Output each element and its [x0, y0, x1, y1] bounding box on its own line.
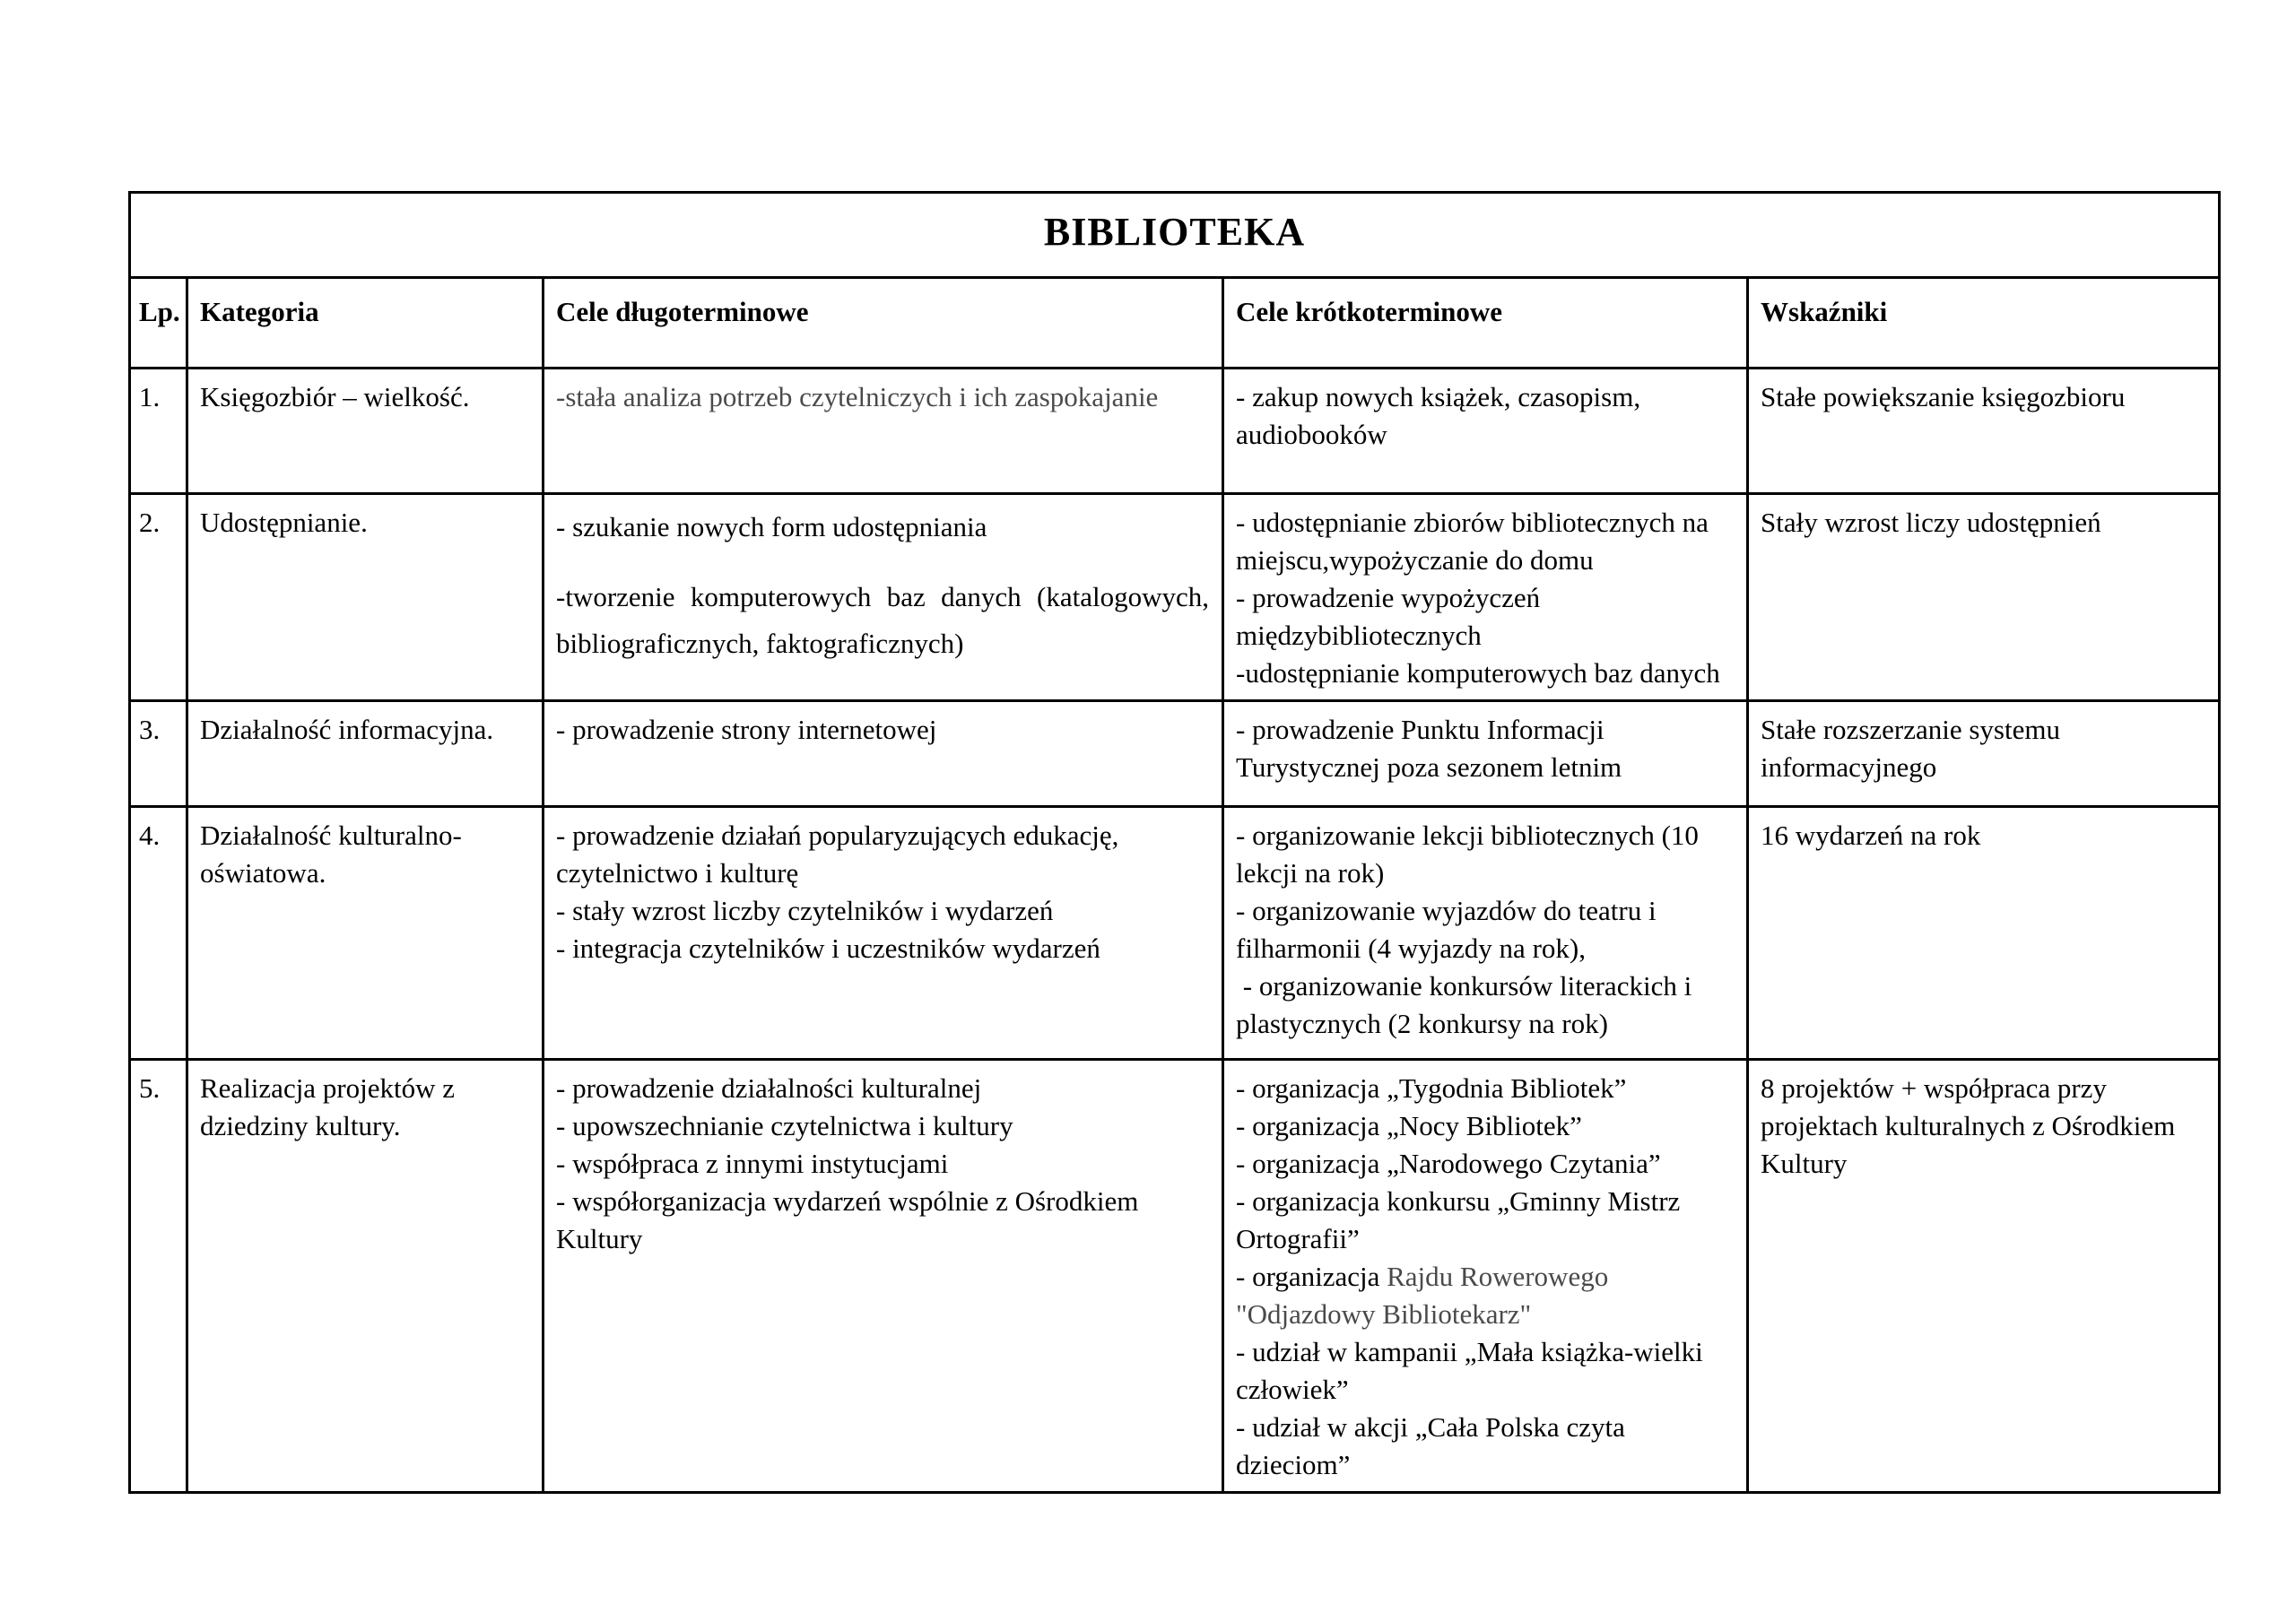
cell-paragraph — [556, 1070, 1209, 1107]
text-span: - upowszechnianie czytelnictwa i kultury — [556, 1110, 1013, 1141]
row-number-cell — [130, 701, 187, 807]
cell-paragraph — [1236, 967, 1734, 1043]
category-cell — [187, 1060, 544, 1493]
text-span: Udostępnianie. — [200, 507, 368, 538]
text-span: 2. — [139, 507, 161, 538]
indicators-cell — [1748, 369, 2220, 494]
text-span: 3. — [139, 714, 161, 745]
text-span: - organizacja — [1236, 1261, 1387, 1292]
cell-paragraph — [1236, 655, 1734, 692]
text-span: Księgozbiór – wielkość. — [200, 381, 470, 412]
cell-paragraph — [556, 574, 1216, 667]
cell-paragraph — [1236, 817, 1734, 892]
cell-paragraph — [556, 504, 1209, 551]
indicators-cell — [1748, 494, 2220, 701]
short-term-cell — [1223, 807, 1748, 1060]
short-term-cell — [1223, 701, 1748, 807]
cell-paragraph — [1236, 1183, 1734, 1258]
long-term-cell — [544, 807, 1223, 1060]
header-row — [130, 278, 2220, 369]
header-wskazniki: Wskaźniki — [1748, 278, 2220, 369]
cell-paragraph — [1761, 1070, 2205, 1183]
short-term-cell — [1223, 1060, 1748, 1493]
text-span: - zakup nowych książek, czasopism, audiobooków — [1236, 381, 1648, 450]
indicators-cell — [1748, 701, 2220, 807]
text-span: - współorganizacja wydarzeń wspólnie z Ośrodkiem Kultury — [556, 1185, 1146, 1254]
text-span: -tworzenie komputerowych baz danych (katalogowych, bibliograficznych, faktograficznych) — [556, 581, 1216, 659]
cell-paragraph — [556, 711, 1209, 749]
cell-paragraph — [200, 504, 529, 542]
cell-paragraph — [1236, 1070, 1734, 1107]
text-span: - stały wzrost liczby czytelników i wydarzeń — [556, 895, 1054, 926]
header-cele-krotkoterminowe: Cele krótkoterminowe — [1223, 278, 1748, 369]
text-span: - organizacja „Tygodnia Bibliotek” — [1236, 1072, 1627, 1104]
cell-paragraph — [200, 817, 529, 892]
table-row — [130, 369, 2220, 494]
text-span: - prowadzenie działalności kulturalnej — [556, 1072, 982, 1104]
header-cele-dlugoterminowe: Cele długoterminowe — [544, 278, 1223, 369]
text-span: - prowadzenie Punktu Informacji Turystycznej poza sezonem letnim — [1236, 714, 1622, 783]
text-span: - organizowanie konkursów literackich i plastycznych (2 konkursy na rok) — [1236, 970, 1699, 1039]
text-span: Działalność informacyjna. — [200, 714, 494, 745]
biblioteka-table — [128, 191, 2221, 1494]
text-span: Stały wzrost liczy udostępnień — [1761, 507, 2101, 538]
cell-paragraph — [1761, 378, 2205, 416]
indicators-cell — [1748, 1060, 2220, 1493]
long-term-cell — [544, 701, 1223, 807]
cell-paragraph — [200, 378, 529, 416]
cell-paragraph — [1236, 579, 1734, 655]
table-body — [130, 369, 2220, 1493]
cell-paragraph — [1761, 504, 2205, 542]
cell-paragraph — [556, 930, 1209, 967]
cell-paragraph — [139, 711, 182, 749]
muted-text: Rajdu Rowerowego "Odjazdowy Bibliotekarz" — [1236, 1261, 1615, 1330]
text-span: Działalność kulturalno-oświatowa. — [200, 820, 462, 889]
table-title: BIBLIOTEKA — [130, 193, 2220, 278]
text-span: - szukanie nowych form udostępniania — [556, 511, 987, 542]
cell-paragraph — [1236, 1107, 1734, 1145]
text-span: - organizowanie lekcji bibliotecznych (10 lekcji na rok) — [1236, 820, 1706, 889]
cell-paragraph — [200, 711, 529, 749]
table-row — [130, 1060, 2220, 1493]
cell-paragraph — [556, 1183, 1209, 1258]
category-cell — [187, 494, 544, 701]
text-span: Stałe rozszerzanie systemu informacyjnego — [1761, 714, 2067, 783]
short-term-cell — [1223, 494, 1748, 701]
cell-paragraph — [139, 504, 182, 542]
cell-paragraph — [556, 378, 1209, 416]
cell-paragraph — [1236, 1145, 1734, 1183]
text-span: - organizowanie wyjazdów do teatru i filharmonii (4 wyjazdy na rok), — [1236, 895, 1664, 964]
indicators-cell — [1748, 807, 2220, 1060]
cell-paragraph — [1761, 711, 2205, 786]
cell-paragraph — [1236, 378, 1734, 454]
category-cell — [187, 807, 544, 1060]
text-span: - prowadzenie wypożyczeń międzybibliotecznych — [1236, 582, 1547, 651]
cell-paragraph — [1236, 1258, 1734, 1333]
table-row — [130, 494, 2220, 701]
text-span: 16 wydarzeń na rok — [1761, 820, 1981, 851]
row-number-cell — [130, 369, 187, 494]
text-span: - udział w kampanii „Mała książka-wielki człowiek” — [1236, 1336, 1710, 1405]
text-span: - organizacja „Nocy Bibliotek” — [1236, 1110, 1582, 1141]
category-cell — [187, 701, 544, 807]
header-lp: Lp. — [130, 278, 187, 369]
text-span: - prowadzenie strony internetowej — [556, 714, 937, 745]
table-row — [130, 807, 2220, 1060]
cell-paragraph — [1236, 504, 1734, 579]
cell-paragraph — [200, 1070, 529, 1145]
text-span: 4. — [139, 820, 161, 851]
table-row — [130, 701, 2220, 807]
text-span: - udostępnianie zbiorów bibliotecznych na miejscu,wypożyczanie do domu — [1236, 507, 1716, 576]
cell-paragraph — [1236, 1333, 1734, 1409]
cell-paragraph — [139, 378, 182, 416]
cell-paragraph — [556, 892, 1209, 930]
cell-paragraph — [1236, 1409, 1734, 1484]
header-kategoria: Kategoria — [187, 278, 544, 369]
text-span: 8 projektów + współpraca przy projektach kulturalnych z Ośrodkiem Kultury — [1761, 1072, 2183, 1179]
cell-paragraph — [139, 817, 182, 854]
text-span: - integracja czytelników i uczestników wydarzeń — [556, 932, 1100, 964]
text-span: Realizacja projektów z dziedziny kultury. — [200, 1072, 462, 1141]
text-span: - organizacja konkursu „Gminny Mistrz Ortografii” — [1236, 1185, 1688, 1254]
cell-paragraph — [556, 1145, 1209, 1183]
text-span: 5. — [139, 1072, 161, 1104]
cell-paragraph — [556, 1107, 1209, 1145]
text-span: - współpraca z innymi instytucjami — [556, 1148, 949, 1179]
text-span: -udostępnianie komputerowych baz danych — [1236, 657, 1720, 689]
muted-text: -stała analiza potrzeb czytelniczych i ich zaspokajanie — [556, 381, 1159, 412]
long-term-cell — [544, 494, 1223, 701]
title-row — [130, 193, 2220, 278]
text-span: - prowadzenie działań popularyzujących edukację, czytelnictwo i kulturę — [556, 820, 1126, 889]
row-number-cell — [130, 494, 187, 701]
cell-paragraph — [556, 817, 1209, 892]
text-span: 1. — [139, 381, 161, 412]
cell-paragraph — [1761, 817, 2205, 854]
long-term-cell — [544, 1060, 1223, 1493]
category-cell — [187, 369, 544, 494]
row-number-cell — [130, 807, 187, 1060]
row-number-cell — [130, 1060, 187, 1493]
cell-paragraph — [139, 1070, 182, 1107]
cell-paragraph — [1236, 892, 1734, 967]
text-span: - udział w akcji „Cała Polska czyta dzieciom” — [1236, 1411, 1632, 1480]
cell-paragraph — [1236, 711, 1734, 786]
short-term-cell — [1223, 369, 1748, 494]
text-span: - organizacja „Narodowego Czytania” — [1236, 1148, 1661, 1179]
text-span: Stałe powiększanie księgozbioru — [1761, 381, 2126, 412]
long-term-cell — [544, 369, 1223, 494]
